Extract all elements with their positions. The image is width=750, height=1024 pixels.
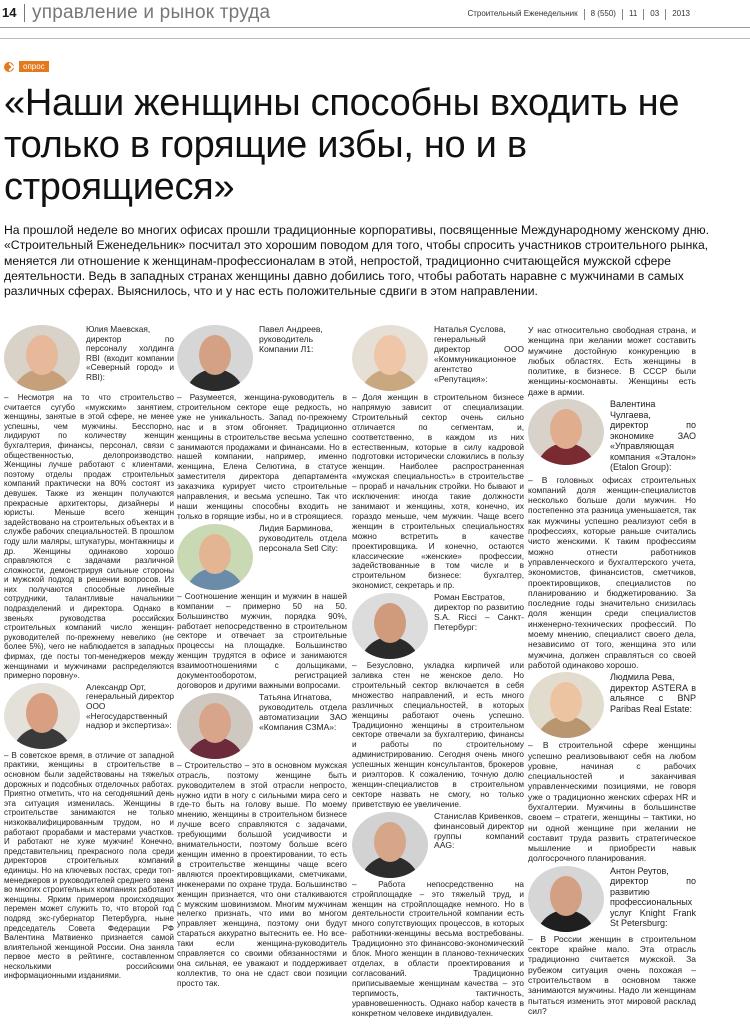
respondent-header (4, 325, 174, 391)
meta-divider (584, 9, 585, 20)
portrait-photo (4, 683, 80, 749)
interview-block (4, 683, 174, 981)
header-rule (0, 38, 750, 39)
interview-block (177, 325, 347, 522)
respondent-role: руководитель Компании Л1: (259, 333, 314, 354)
respondent-name: Павел Андреев, (259, 324, 323, 334)
interview-block (528, 672, 696, 864)
respondent-quote: – Соотношение женщин и мужчин в нашей компании – примерно 50 на 50. Большинство мужчин, порядка 90%, работает непосредственно в строительном секторе и отвечает за строительные процессы на площадке. Большинство женщин трудятся в офисе и занимаются взаимоотношениями с дольщиками, документооборотом, регистрацией договоров и другими важными вопросами. (177, 591, 347, 690)
respondent-info (434, 812, 524, 878)
portrait-photo (352, 325, 428, 391)
respondent-header (177, 325, 347, 391)
portrait-photo (528, 672, 604, 738)
interview-block (4, 325, 174, 681)
arrow-icon (4, 62, 14, 72)
respondent-quote: – Безусловно, укладка кирпичей или заливка стен не женское дело. Но строительный сектор включается в себя множество направлений, и есть много различных специальностей, в которых женщины работают очень успешно. Традиционно женщины в строительном секторе отвечали за бухгалтерию, финансы и работы по строительному администрированию. Сегодня очень много успешных женщин консультантов, брокеров и риэлторов. К сожалению, точную долю женщин-специалистов в строительном секторе назвать не смогу, но только приветствую ее увеличение. (352, 661, 524, 809)
respondent-quote: У нас относительно свободная страна, и женщина при желании может составить мужчине достойную конкуренцию в любых областях. Есть женщины в политике, в бизнесе. В СССР были женщины-космонавты. Женщины есть даже в армии. (528, 325, 696, 397)
section-title: управление и рынок труда (32, 2, 271, 23)
respondent-name: Наталья Суслова, (434, 324, 506, 334)
respondent-role: руководитель отдела персонала Setl City: (259, 532, 347, 553)
issue-number: 8 (550) (590, 9, 616, 18)
portrait-photo (177, 693, 253, 759)
respondent-name: Татьяна Игнатова, (259, 691, 332, 702)
respondent-info (259, 693, 347, 759)
portrait-photo (177, 524, 253, 590)
respondent-name: Антон Реутов, (610, 865, 669, 876)
respondent-header (177, 524, 347, 590)
portrait-photo (177, 325, 253, 391)
interview-block (352, 593, 524, 810)
respondent-name: Александр Орт, (86, 681, 146, 692)
interview-block (352, 812, 524, 1019)
respondent-info (610, 399, 696, 473)
respondent-role: директор по развитию профессиональных услуг Knight Frank St Petersburg: (610, 876, 696, 929)
issue-month: 03 (650, 9, 660, 18)
portrait-photo (528, 866, 604, 932)
respondent-name: Валентина Чулгаева, (610, 399, 656, 420)
article-headline: «Наши женщины способны входить не только в горящие избы, но и в строящиеся» (4, 82, 680, 208)
respondent-quote: – В России женщин в строительном секторе крайне мало. Эта отрасль традиционно считается мужской. За рубежом ситуация очень похожая – строительством в основном также занимаются мужчины. Надо ли женщинам пытаться изменить этот мировой расклад сил? (528, 933, 696, 1016)
respondent-role: руководитель отдела автоматизации ЗАО «Компания СЗМА»: (259, 701, 347, 732)
article-column-2 (177, 325, 347, 991)
respondent-role: генеральный директор ООО «Негосударственный надзор и экспертиза»: (86, 691, 174, 731)
article-column-4 (528, 325, 696, 1018)
respondent-info (610, 672, 696, 738)
respondent-header (177, 693, 347, 759)
interview-block (528, 325, 696, 397)
respondent-header (528, 399, 696, 473)
respondent-quote: – В головных офисах строительных компаний доля женщин-специалистов несколько больше доли мужчин. Но постепенно эта разница уменьшается, так как мужчины успешно реализуют себя в профессиях, которые раньше считались чисто женскими. К таким профессиям можно отнести работников управленческого и бухгалтерского учета, экономистов, финансистов, сметчиков, проектировщиков, специалистов по планированию и бюджетированию. За последние годы значительно снизилась доля женщин среди специалистов инженерно-технических профессий. По моему мнению, специалист своего дела, независимо от того, женщина это или мужчина, должен справляться со своей работой одинаково хорошо. (528, 474, 696, 670)
page-header (0, 0, 750, 28)
interview-block (352, 325, 524, 591)
respondent-info (259, 524, 347, 590)
respondent-info (259, 325, 347, 391)
page-number: 14 (2, 5, 17, 20)
meta-divider (665, 9, 666, 20)
rubric (4, 61, 49, 72)
portrait-photo (528, 399, 604, 465)
respondent-header (352, 812, 524, 878)
portrait-photo (4, 325, 80, 391)
respondent-quote: – В советское время, в отличие от западной практики, женщины в строительстве в основном были задействованы на тяжелых дорожных и подсобных отделочных работах. Приятно отметить, что на сегодняшний день эта ситуация изменилась. Женщины в строительстве занимаются не только низкоквалифицированным трудом, но и работают прорабами и мастерами участков. И работают не хуже мужчин! Конечно, представительниц прекрасного пола среди директоров строительных компаний единицы. Но на ключевых постах, среди топ-менеджеров и руководителей среднего звена во многих строительных компаниях работают женщины. Ярким примером происходящих перемен может служить то, что второй год подряд экс-губернатор Петербурга, ныне председатель Совета Федерации РФ Валентина Матвиенко признается самой влиятельной женщиной России. Она заняла первое место в рейтинге, составленном несколькими российскими информационными изданиями. (4, 750, 174, 981)
respondent-quote: – Несмотря на то что строительство считается сугубо «мужским» занятием, женщины, занятые в этой сфере, не менее успешны, чем мужчины. Бесспорно, лидируют по количеству женщин бухгалтерия, финансы, персонал, связи с общественностью, делопроизводство. Женщины лучше работают с клиентами, поэтому отделы продаж строительных компаний практически на 80% состоят из девушек. Также из женщин получаются прекрасные архитекторы, дизайнеры и юристы. Меньше всего женщин задействовано на строительных объектах и в службе рабочих специальностей. В прошлом году шли маляры, штукатуры, монтажницы и др. Женщины одинаково хорошо справляются с задачами различной сложности, демонстрируя сильные стороны и мужской подход в решении вопросов. Из них получаются способные линейные сотрудники, талантливые начальники подразделений и директора. Однако в звеньях руководства российских строительных компаний число женщин-руководителей по-прежнему невелико (не более 5%), чего не наблюдается в западных фирмах, где посты топ-менеджеров между женщинами и мужчинами распределяются примерно поровну». (4, 393, 174, 681)
respondent-name: Роман Евстратов, (434, 592, 505, 603)
respondent-role: директор ASTERA в альянсе с BNP Paribas Real Estate: (610, 682, 696, 714)
respondent-role: финансовый директор группы компаний AAG: (434, 820, 524, 851)
portrait-photo (352, 812, 428, 878)
respondent-info (86, 325, 174, 391)
respondent-role: генеральный директор ООО «Коммуникационное агентство «Репутация»: (434, 333, 524, 384)
respondent-name: Станислав Кривенков, (434, 810, 524, 821)
interview-block (528, 866, 696, 1016)
respondent-quote: – Доля женщин в строительном бизнесе напрямую зависит от специализации. Строительный сектор очень сильно отличается по сегментам, и, соответственно, в каждом из них естественным, которые в силу кадровой подготовки исторически сложились в пользу женщин. Наиболее распространенная «мужская специальность» в строительстве – прораб и начальник стройки. Но бывают и исключения: иногда такие должности занимают и женщины, хотя, конечно, их гораздо меньше, чем мужчин. Чаще всего женщин в строительных специальностях можно встретить в качестве проектировщика. И конечно, остаются классические «женские» профессии, задействованные в том числе и в строительном бизнесе: бухгалтер, экономист, секретарь и пр. (352, 393, 524, 591)
meta-divider (643, 9, 644, 20)
respondent-role: директор по экономике ЗАО «Управляющая компания «Эталон» (Etalon Group): (610, 420, 696, 473)
publication-name: Строительный Еженедельник (467, 9, 578, 18)
respondent-role: директор по развитию S.A. Ricci – Санкт-Петербург: (434, 602, 524, 632)
respondent-header (528, 672, 696, 738)
respondent-name: Юлия Маевская, (86, 324, 151, 334)
respondent-header (4, 683, 174, 749)
respondent-role: директор по персоналу холдинга RBI (входит компании «Северный город» и RBI): (86, 333, 174, 382)
article-column-1 (4, 325, 174, 983)
interview-block (177, 524, 347, 691)
respondent-name: Людмила Рева, (610, 672, 675, 683)
article-column-3 (352, 325, 524, 1020)
issue-day: 11 (628, 9, 638, 18)
respondent-name: Лидия Барминова, (259, 522, 333, 533)
respondent-info (434, 593, 524, 659)
article-lead: На прошлой неделе во многих офисах прошли традиционные корпоративы, посвященные Международному женскому дню. «Строительный Еженедельник» посчитал это хорошим поводом для того, чтобы спросить участников строительного рынка, меняется ли отношение к женщинам-профессионалам в этой, непростой, традиционно считающейся мужской сфере деятельности. Ведь в западных странах женщины давно добились того, чтобы работать наравне с мужчинами в самых различных сферах. Выяснилось, что и у нас есть положительные сдвиги в этом направлении. (4, 223, 710, 299)
issue-year: 2013 (672, 9, 690, 18)
header-divider (24, 4, 25, 22)
issue-info (467, 9, 690, 20)
respondent-header (352, 325, 524, 391)
respondent-info (434, 325, 524, 391)
respondent-quote: – Строительство – это в основном мужская отрасль, поэтому женщине быть руководителем в этой отрасли непросто, нужно идти в ногу с сильными мира сего и где-то быть на голову выше. По моему мнению, женщины в строительном бизнесе лучше всего справляются с задачами, требующими большой усидчивости и внимательности, поэтому больше всего женщин именно в проектировании, то есть в строительстве женщины чаще всего являются проектировщиками, сметчиками, инженерами по охране труда. Большинство женщин признается, что они сталкиваются с мужским шовинизмом. Многим мужчинам нелегко признать, что ими во многом управляет женщина, поэтому они будут стараться аккуратно вытеснить ее. Но все-таки если женщина-руководитель справляется со своими обязанностями и она сильная, ее уважают и поддерживает коллектив, то она не сдаст свои позиции просто так. (177, 760, 347, 988)
respondent-header (528, 866, 696, 932)
respondent-header (352, 593, 524, 659)
respondent-info (86, 683, 174, 749)
interview-block (177, 693, 347, 989)
portrait-photo (352, 593, 428, 659)
meta-divider (622, 9, 623, 20)
rubric-label: опрос (19, 61, 49, 72)
respondent-quote: – Разумеется, женщина-руководитель в строительном секторе еще редкость, но уже не уникальность. Запад по-прежнему нас и в этом обгоняет. Традиционно женщины в строительстве весьма успешно занимаются продажами и финансами. Но в нашей компании, например, именно женщина, Елена Селютина, в статусе заместителя директора департамента заказчика курирует чисто строительные направления, и весьма успешно. Так что наши женщины способны входить не только в горящие избы, но и в строящиеся. (177, 393, 347, 521)
respondent-quote: – Работа непосредственно на стройплощадке – это тяжелый труд, и женщин на стройплощадке немного. Но в деятельности строительной компании есть много сопутствующих процессов, в которых работники-женщины весьма востребованы. Традиционно это финансово-экономический блок. Много женщин в планово-технических отделах, в области проектирования и согласований. Традиционно приписываемые женщинам качества – это терпимость, тактичность, уравновешенность. Однако набор качеств в конкретном человеке индивидуален. (352, 879, 524, 1018)
respondent-info (610, 866, 696, 932)
respondent-quote: – В строительной сфере женщины успешно реализовывают себя на любом уровне, начиная с рабочих специальностей и заканчивая управленческими позициями, не говоря уже о традиционно женских сферах HR и бухгалтерии. Мужчины в большинстве своем – стратеги, женщины – тактики, но ни одной женщине при желании не составит труда развить стратегическое мышление и приобрести навык долгосрочного планирования. (528, 740, 696, 864)
interview-block (528, 399, 696, 670)
